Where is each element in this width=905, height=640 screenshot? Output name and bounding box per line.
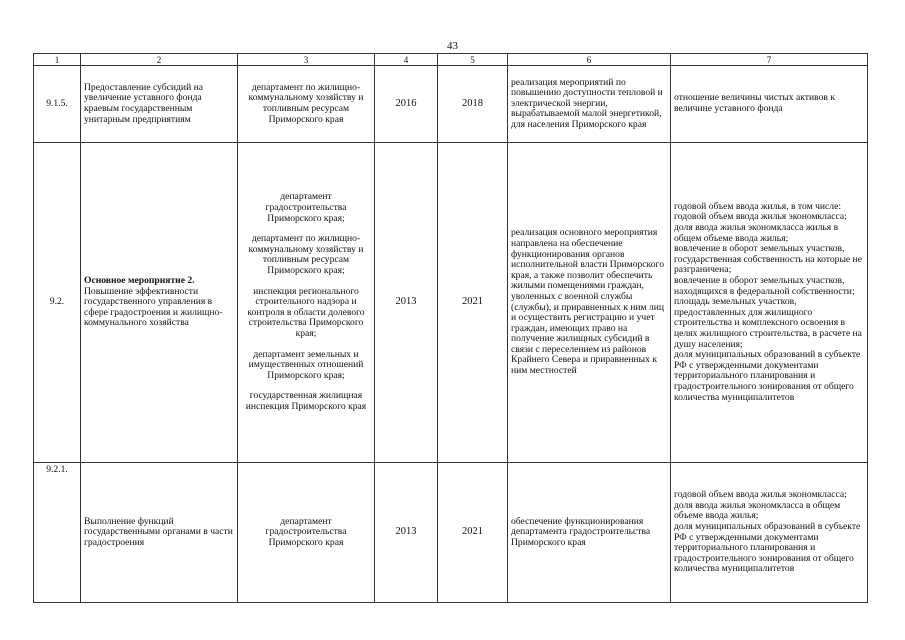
expected-result-cell: реализация основного мероприятия направлена на обеспечение функционирования органов исполнительной власти Приморского края, а также позволит обеспечить жилыми помещениями граждан, уволенных с военной службы (службы), и приравненных к ним лиц и осуществить регистрацию и учет граждан, имеющих право на получение жилищных субсидий в связи с переселением из районов Крайнего Севера и приравненных к ним местностей	[508, 143, 671, 463]
executor: департамент земельных и имущественных отношений Приморского края;	[248, 348, 364, 381]
executor: департамент по жилищно-коммунальному хозяйству и топливным ресурсам Приморского края;	[248, 233, 364, 277]
indicator: доля ввода жилья экономкласса в общем объеме ввода жилья;	[674, 499, 841, 522]
executors-cell	[238, 66, 375, 143]
activity-name-cell	[81, 463, 238, 603]
table-row	[34, 463, 868, 603]
executor: департамент градостроительства Приморского края;	[265, 191, 347, 224]
expected-result-cell: обеспечение функционирования департамента градостроительства Приморского края	[508, 463, 671, 603]
start-year-cell: 2013	[375, 143, 438, 463]
indicator: вовлечение в оборот земельных участков, государственная собственность на которые не разграничена;	[674, 243, 862, 276]
start-year-cell: 2013	[375, 463, 438, 603]
indicator: годовой объем ввода жилья экономкласса;	[674, 489, 847, 501]
program-table	[33, 53, 868, 603]
executor: инспекция регионального строительного надзора и контроля в области долевого строительства Приморского края;	[247, 285, 365, 339]
indicators-cell	[671, 66, 868, 143]
activity-name: Выполнение функций государственными органами в части градостроения	[84, 515, 233, 548]
indicators-cell	[671, 143, 868, 463]
indicator: доля муниципальных образований в субъекте РФ с утвержденными документами территориального планирования и градостроительного зонирования от общего количества муниципалитетов	[674, 520, 861, 575]
executor: департамент градостроительства Приморского края	[265, 515, 347, 548]
page-number: 43	[447, 40, 458, 52]
indicator: доля муниципальных образований в субъекте РФ с утвержденными документами территориального планирования и градостроительного зонирования от общего количества муниципалитетов	[674, 349, 861, 403]
activity-name: Предоставление субсидий на увеличение уставного фонда краевым государственным унитарным предприятиям	[84, 81, 203, 125]
column-number: 5	[438, 54, 508, 66]
table-row	[34, 66, 868, 143]
column-number: 4	[375, 54, 438, 66]
column-numbers-row	[34, 54, 868, 66]
executor: департамент по жилищно-коммунальному хозяйству и топливным ресурсам Приморского края	[248, 81, 364, 125]
row-number-cell: 9.2.	[34, 143, 81, 463]
indicator: отношение величины чистых активов к величине уставного фонда	[674, 92, 835, 114]
executor: государственная жилищная инспекция Приморского края	[245, 390, 367, 412]
executors-cell	[238, 143, 375, 463]
end-year-cell: 2021	[438, 143, 508, 463]
row-number-cell: 9.1.5.	[34, 66, 81, 143]
indicators-cell	[671, 463, 868, 603]
activity-name-cell	[81, 143, 238, 463]
column-number: 2	[81, 54, 238, 66]
expected-result-cell: реализация мероприятий по повышению доступности тепловой и электрической энергии, вырабатываемой малой энергетикой, для населения Приморского края	[508, 66, 671, 143]
executors-cell	[238, 463, 375, 603]
indicator: площадь земельных участков, предоставленных для жилищного строительства и комплексного освоения в целях жилищного строительства, в расчете на душу населения;	[674, 296, 862, 350]
indicator: вовлечение в оборот земельных участков, находящихся в федеральной собственности;	[674, 275, 855, 297]
column-number: 6	[508, 54, 671, 66]
column-number: 7	[671, 54, 868, 66]
activity-name-cell	[81, 66, 238, 143]
end-year-cell: 2018	[438, 66, 508, 143]
table-row	[34, 143, 868, 463]
indicator: годовой объем ввода жилья, в том числе:	[674, 200, 842, 212]
row-number-cell: 9.2.1.	[34, 463, 81, 603]
activity-name: Повышение эффективности государственного управления в сфере градостроения и жилищно-коммунального хозяйства	[84, 285, 223, 329]
start-year-cell: 2016	[375, 66, 438, 143]
end-year-cell: 2021	[438, 463, 508, 603]
indicator: доля ввода жилья экономкласса жилья в общем объеме ввода жилья;	[674, 222, 839, 244]
activity-title: Основное мероприятие 2.	[84, 275, 195, 287]
indicator: годовой объем ввода жилья экономкласса;	[674, 211, 847, 223]
column-number: 3	[238, 54, 375, 66]
column-number: 1	[34, 54, 81, 66]
